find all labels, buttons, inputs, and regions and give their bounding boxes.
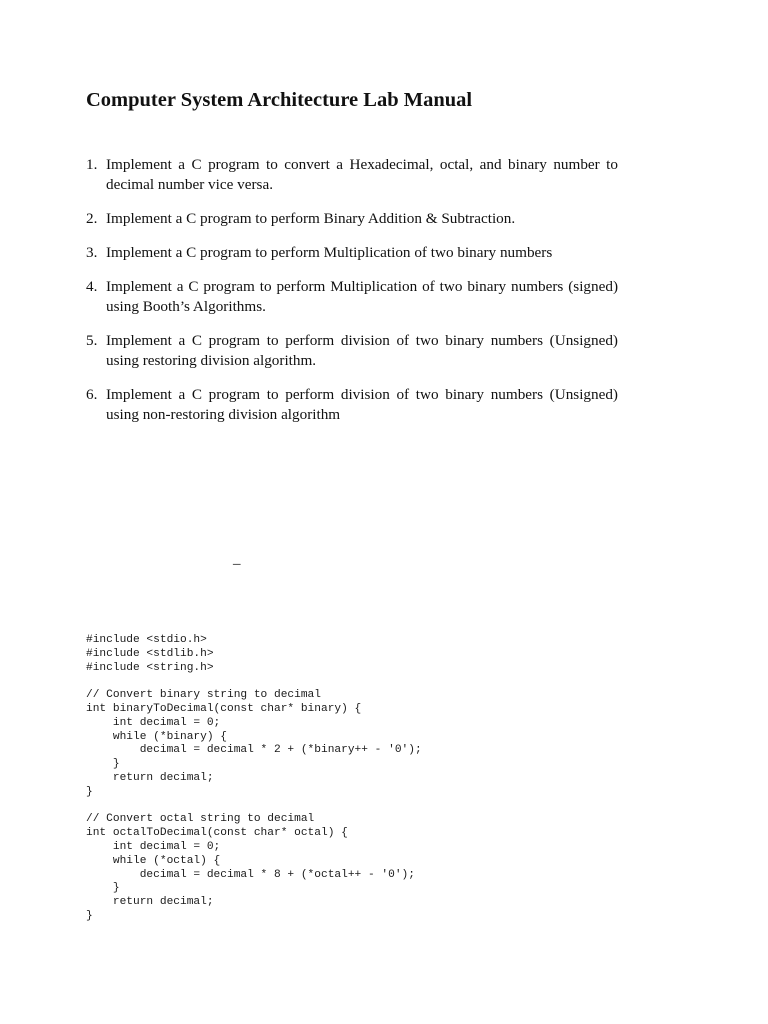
task-list [86, 155, 618, 439]
task-text: Implement a C program to perform division of two binary numbers (Unsigned) using non-restoring division algorithm [106, 386, 618, 423]
task-text: Implement a C program to perform Multiplication of two binary numbers [106, 244, 553, 261]
task-text: Implement a C program to convert a Hexadecimal, octal, and binary number to decimal number vice versa. [106, 156, 618, 193]
task-text: Implement a C program to perform Binary Addition & Subtraction. [106, 210, 516, 227]
task-text: Implement a C program to perform division of two binary numbers (Unsigned) using restoring division algorithm. [106, 332, 618, 369]
task-item-1 [86, 155, 618, 195]
task-item-5 [86, 331, 618, 371]
task-item-6 [86, 385, 618, 425]
task-number: 5. [86, 332, 98, 349]
task-number: 3. [86, 244, 98, 261]
stray-underscore-mark: _ [233, 551, 241, 567]
task-item-2 [86, 209, 618, 229]
task-number: 1. [86, 156, 98, 173]
code-listing: #include <stdio.h> #include <stdlib.h> #include <string.h> // Convert binary string to decimal int binaryToDecimal(const char* binary) { int decimal = 0; while (*binary) { decimal = decimal * 2 + (*binary++ - '0'); } return decimal; } // Convert octal string to decimal int octalToDecimal(const char* octal) { int decimal = 0; while (*octal) { decimal = decimal * 8 + (*octal++ - '0'); } return decimal; } [86, 634, 422, 922]
task-text: Implement a C program to perform Multiplication of two binary numbers (signed) using Booth’s Algorithms. [106, 278, 618, 315]
page-title: Computer System Architecture Lab Manual [86, 89, 473, 111]
task-item-3 [86, 243, 618, 263]
task-item-4 [86, 277, 618, 317]
task-number: 6. [86, 386, 98, 403]
task-number: 4. [86, 278, 98, 295]
task-number: 2. [86, 210, 98, 227]
